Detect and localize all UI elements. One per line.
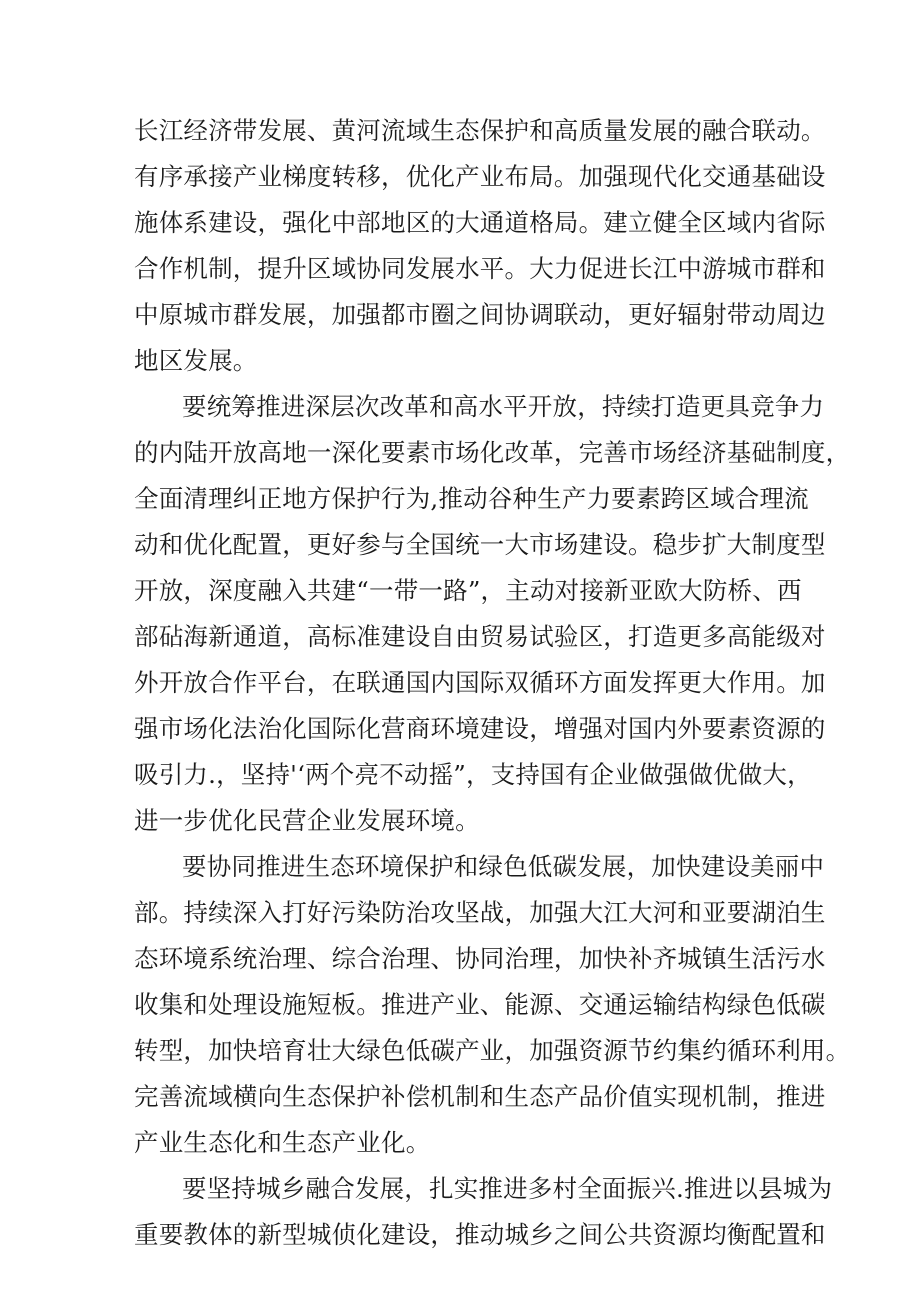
text-line: 部。持续深入打好污染防治攻坚战，加强大江大河和亚要湖泊生 [134,898,826,927]
text-line: 施体系建设，强化中部地区的大通道格局。建立健全区域内省际 [134,208,826,237]
text-line: 重要教体的新型城侦化建设，推动城乡之间公共资源均衡配置和 [134,1220,826,1249]
text-line: 合作机制，提升区域协同发展水平。大力促进长江中游城市群和 [134,254,826,283]
paragraph-first-line: 要坚持城乡融合发展，扎实推进多村全面振兴.推进以县城为 [182,1174,833,1203]
text-line: 进一步优化民营企业发展环境。 [134,806,480,835]
text-line: 动和优化配置，更好参与全国统一大市场建设。稳步扩大制度型 [134,530,826,559]
text-line: 中原城市群发展，加强都市圈之间协调联动，更好辐射带动周边 [134,300,826,329]
text-line: 完善流域横向生态保护补偿机制和生态产品价值实现机制，推进 [134,1082,826,1111]
text-line: 开放，深度融入共建“一带一路”，主动对接新亚欧大防桥、西 [134,576,802,605]
text-line: 的内陆开放高地一深化要素市场化改革，完善市场经济基础制度， [134,438,851,467]
text-line: 全面清理纠正地方保护行为,推动谷种生产力要素跨区域合理流 [134,484,809,513]
text-line: 长江经济带发展、黄河流域生态保护和高质量发展的融合联动。 [134,116,826,145]
text-line: 有序承接产业梯度转移，优化产业布局。加强现代化交通基础设 [134,162,826,191]
text-line: 外开放合作平台，在联通国内国际双循环方面发挥更大作用。加 [134,668,826,697]
text-line: 转型，加快培育壮大绿色低碳产业，加强资源节约集约循环利用。 [134,1036,851,1065]
paragraph-first-line: 要统筹推进深层次改革和高水平开放，持续打造更具竞争力 [182,392,825,421]
text-line: 态环境系统治理、综合治理、协同治理，加快补齐城镇生活污水 [134,944,826,973]
text-line: 吸引力.，坚持'‘两个亮不动摇”，支持国有企业做强做优做大， [134,760,812,789]
text-line: 收集和处理设施短板。推进产业、能源、交通运输结构绿色低碳 [134,990,826,1019]
text-line: 地区发展。 [134,346,258,375]
text-line: 部砧海新通道，高标准建设自由贸易试验区，打造更多高能级对 [134,622,826,651]
paragraph-first-line: 要协同推进生态环境保护和绿色低碳发展，加快建设美丽中 [182,852,825,881]
text-line: 产业生态化和生态产业化。 [134,1128,431,1157]
text-line: 强市场化法治化国际化营商环境建设，增强对国内外要素资源的 [134,714,826,743]
